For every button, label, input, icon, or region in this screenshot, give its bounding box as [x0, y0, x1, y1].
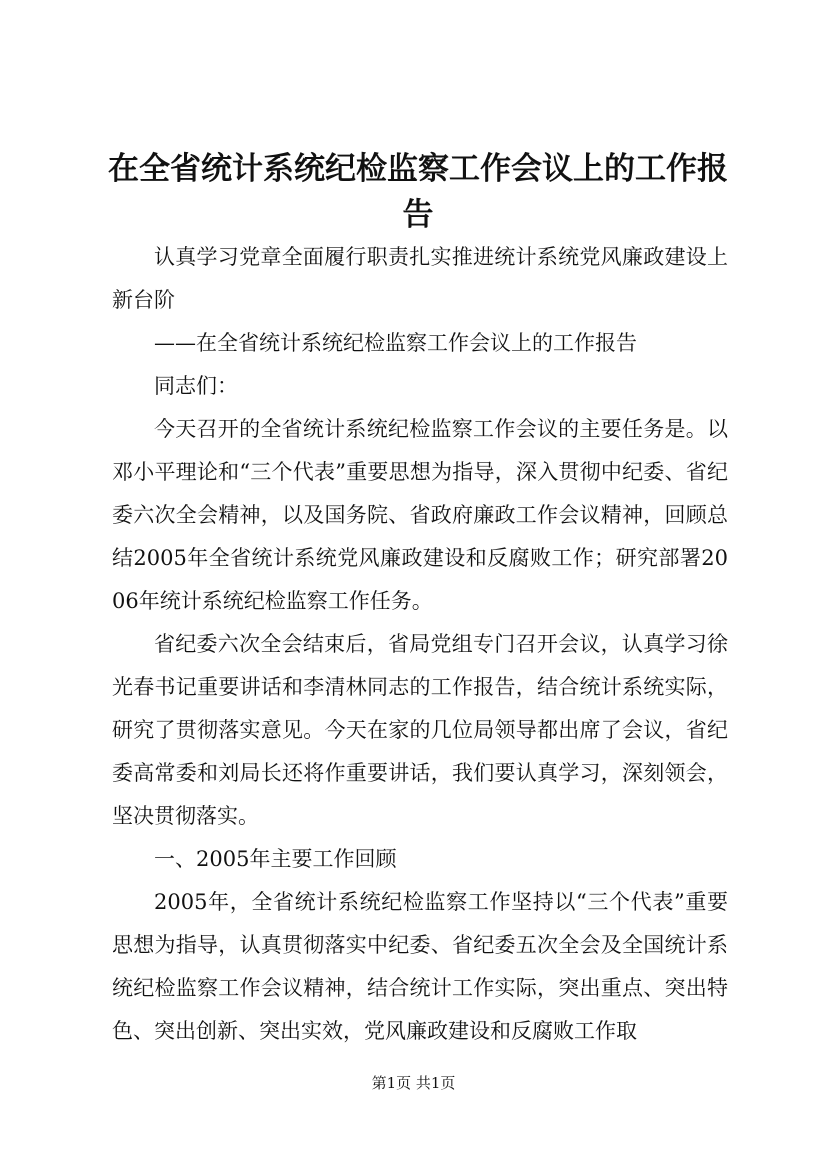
body-paragraph: 2005年，全省统计系统纪检监察工作坚持以“三个代表”重要思想为指导，认真贯彻落实中纪委、省纪委五次全会及全国统计系统纪检监察工作会议精神，结合统计工作实际，突出重点、突出特色、突出创新、突出实效，党风廉政建设和反腐败工作取	[112, 890, 728, 1043]
body-paragraph: 省纪委六次全会结束后，省局党组专门召开会议，认真学习徐光春书记重要讲话和李清林同志的工作报告，结合统计系统实际，研究了贯彻落实意见。今天在家的几位局领导都出席了会议，省纪委高常委和刘局长还将作重要讲话，我们要认真学习，深刻领会，坚决贯彻落实。	[112, 632, 728, 828]
document-title: 在全省统计系统纪检监察工作会议上的工作报告	[108, 151, 728, 233]
subtitle-note-paragraph: ——在全省统计系统纪检监察工作会议上的工作报告	[154, 331, 637, 355]
body-paragraph: 今天召开的全省统计系统纪检监察工作会议的主要任务是。以邓小平理论和“三个代表”重要思想为指导，深入贯彻中纪委、省纪委六次全会精神，以及国务院、省政府廉政工作会议精神，回顾总结2005年全省统计系统党风廉政建设和反腐败工作；研究部署2006年统计系统纪检监察工作任务。	[112, 417, 728, 613]
document-body	[112, 236, 728, 1053]
salutation-paragraph: 同志们：	[154, 374, 238, 398]
section-heading: 一、2005年主要工作回顾	[154, 847, 397, 871]
page-footer: 第1页 共1页	[371, 1074, 456, 1092]
subtitle-paragraph: 认真学习党章全面履行职责扎实推进统计系统党风廉政建设上新台阶	[112, 245, 728, 312]
